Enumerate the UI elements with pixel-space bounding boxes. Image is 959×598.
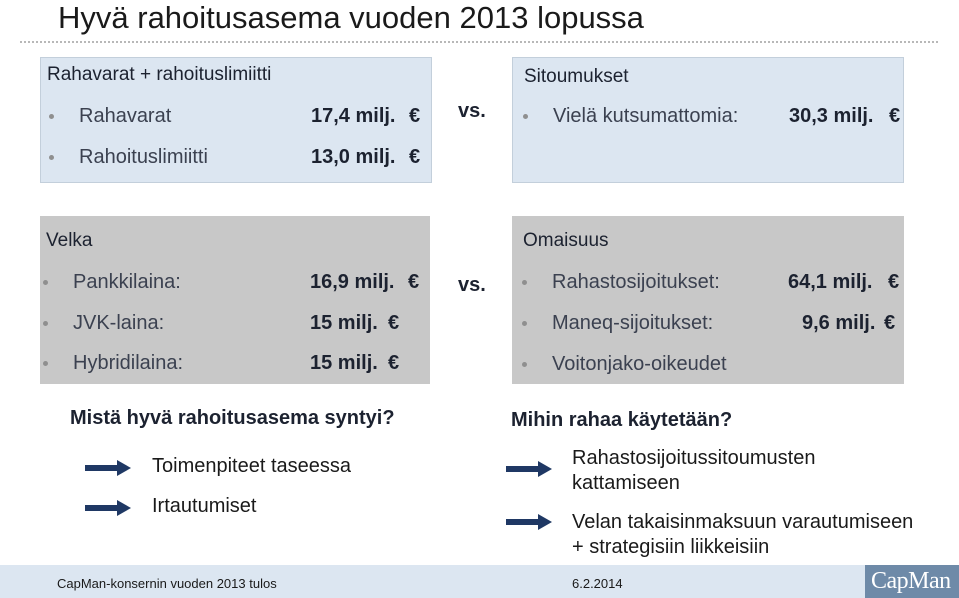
bullet-icon xyxy=(43,321,48,326)
list-item xyxy=(43,352,428,378)
list-item xyxy=(43,271,428,297)
list-item xyxy=(43,312,428,338)
euro-icon: € xyxy=(889,105,901,127)
euro-icon: € xyxy=(884,312,896,334)
euro-icon: € xyxy=(408,271,420,293)
vs-label: vs. xyxy=(458,100,486,122)
item-value: 9,6 milj. xyxy=(802,312,876,334)
point-text xyxy=(572,446,952,496)
question-heading-left: Mistä hyvä rahoitusasema syntyi? xyxy=(70,407,395,429)
panel-heading: Velka xyxy=(46,230,93,251)
euro-icon: € xyxy=(409,146,421,168)
slide-title: Hyvä rahoitusasema vuoden 2013 lopussa xyxy=(58,0,644,35)
arrow-right-icon xyxy=(85,459,131,477)
item-label: Rahastosijoitukset: xyxy=(552,271,720,293)
point-line: + strategisiin liikkeisiin xyxy=(572,536,770,558)
arrow-right-icon xyxy=(506,460,552,478)
title-divider xyxy=(20,41,938,43)
item-label: Rahavarat xyxy=(79,105,172,127)
footer-date: 6.2.2014 xyxy=(572,576,623,591)
item-value: 17,4 milj. xyxy=(311,105,396,127)
item-value: 13,0 milj. xyxy=(311,146,396,168)
item-value: 64,1 milj. xyxy=(788,271,873,293)
bullet-icon xyxy=(522,362,527,367)
euro-icon: € xyxy=(409,105,421,127)
list-item xyxy=(49,146,429,172)
item-label: Pankkilaina: xyxy=(73,271,181,293)
panel-commitments xyxy=(512,57,904,183)
list-item xyxy=(49,105,429,131)
panel-assets xyxy=(512,216,904,384)
bullet-icon xyxy=(49,114,54,119)
item-value: 30,3 milj. xyxy=(789,105,874,127)
list-item xyxy=(522,271,902,297)
point-text xyxy=(572,510,957,560)
logo-text: CapMan xyxy=(871,568,951,594)
bullet-icon xyxy=(43,361,48,366)
panel-cash-and-credit xyxy=(40,57,432,183)
item-label: Vielä kutsumattomia: xyxy=(553,105,739,127)
bullet-icon xyxy=(522,280,527,285)
arrow-right-icon xyxy=(506,513,552,531)
item-label: Rahoituslimiitti xyxy=(79,146,208,168)
item-value: 15 milj. xyxy=(310,352,378,374)
bullet-icon xyxy=(523,114,528,119)
euro-icon: € xyxy=(888,271,900,293)
list-item xyxy=(522,312,902,338)
footer-title: CapMan-konsernin vuoden 2013 tulos xyxy=(57,576,277,591)
capman-logo xyxy=(865,565,959,598)
item-value: 16,9 milj. xyxy=(310,271,395,293)
bullet-icon xyxy=(43,280,48,285)
euro-icon: € xyxy=(388,352,400,374)
panel-debt xyxy=(40,216,430,384)
item-value: 15 milj. xyxy=(310,312,378,334)
question-heading-right: Mihin rahaa käytetään? xyxy=(511,409,733,431)
point-text: Toimenpiteet taseessa xyxy=(152,455,352,477)
point-line: kattamiseen xyxy=(572,472,680,494)
vs-label: vs. xyxy=(458,274,486,296)
item-label: Hybridilaina: xyxy=(73,352,184,374)
item-label: Maneq-sijoitukset: xyxy=(552,312,714,334)
point-line: Rahastosijoitussitoumusten xyxy=(572,447,816,469)
list-item xyxy=(522,353,902,379)
arrow-right-icon xyxy=(85,499,131,517)
item-label: Voitonjako-oikeudet xyxy=(552,353,727,375)
bullet-icon xyxy=(522,321,527,326)
point-text: Irtautumiset xyxy=(152,495,257,517)
panel-heading: Rahavarat + rahoituslimiitti xyxy=(47,64,272,85)
point-line: Velan takaisinmaksuun varautumiseen xyxy=(572,511,914,533)
list-item xyxy=(523,105,901,131)
bullet-icon xyxy=(49,155,54,160)
euro-icon: € xyxy=(388,312,400,334)
panel-heading: Sitoumukset xyxy=(524,66,629,87)
panel-heading: Omaisuus xyxy=(523,230,609,251)
footer-bar xyxy=(0,565,959,598)
item-label: JVK-laina: xyxy=(73,312,165,334)
